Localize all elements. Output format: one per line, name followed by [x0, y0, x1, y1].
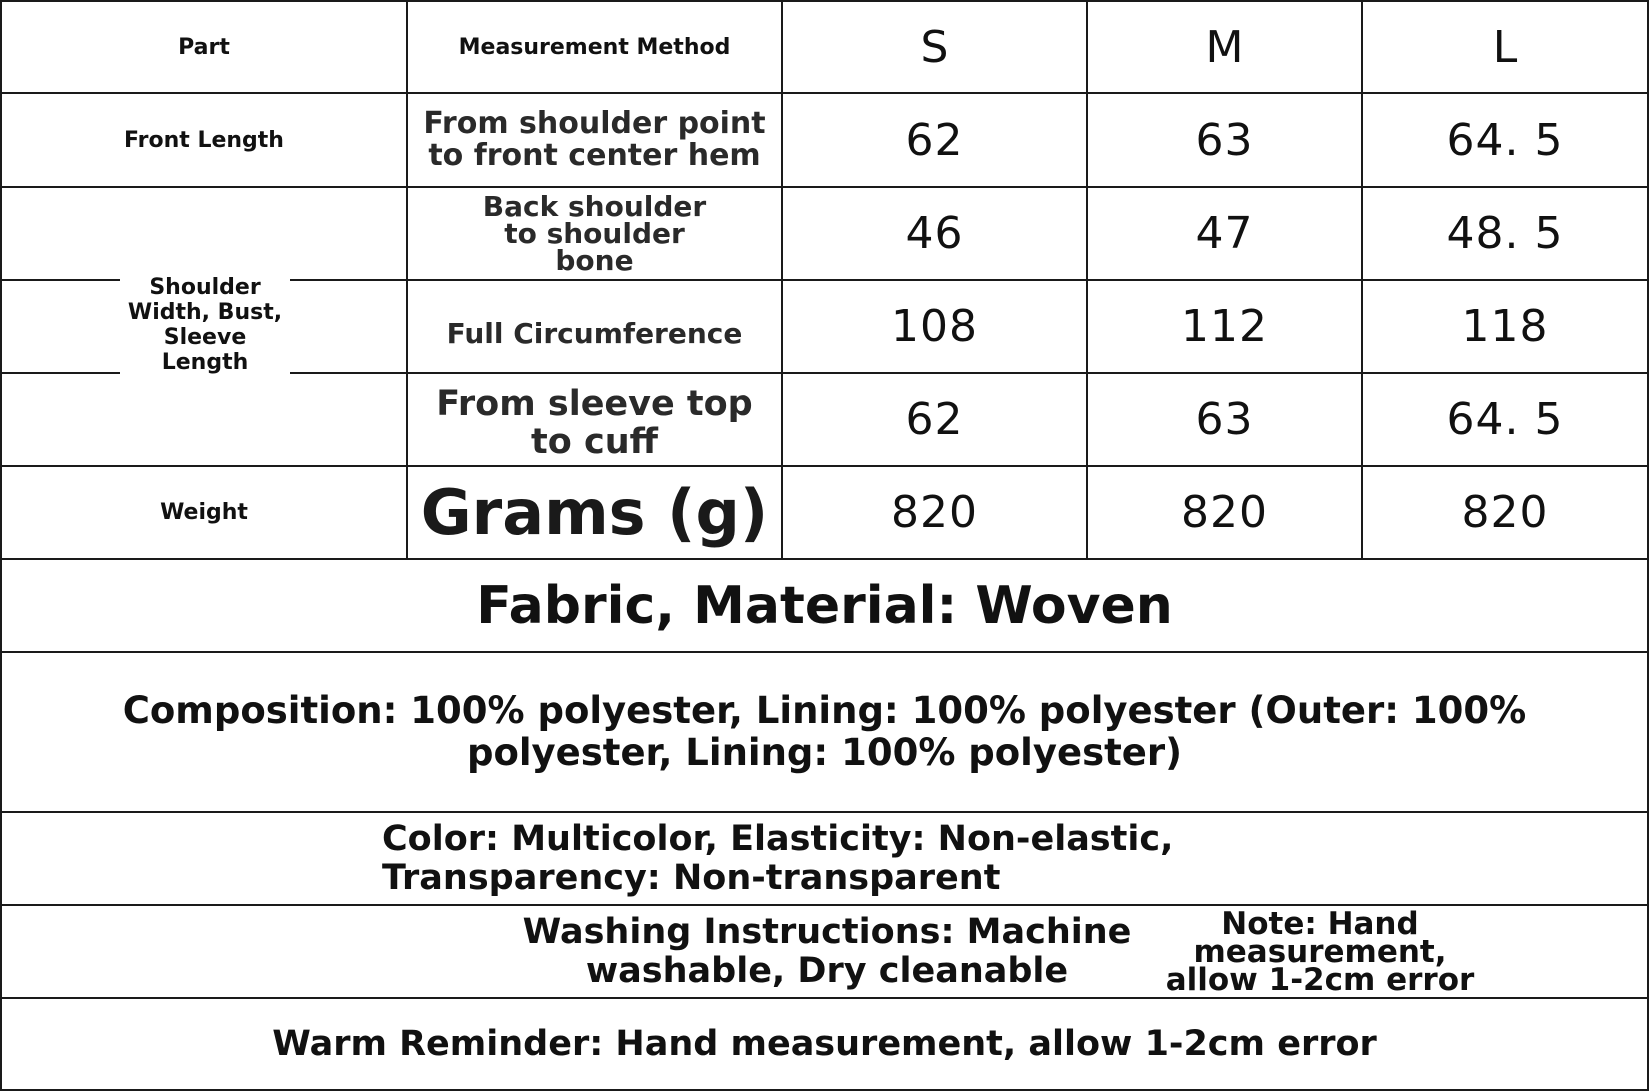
method-shoulder: Back shoulder to shoulder bone: [482, 190, 707, 277]
value-front-length-s: 62: [905, 114, 964, 166]
method-bust: Full Circumference: [446, 317, 743, 350]
fabric-material: Fabric, Material: Woven: [476, 575, 1173, 636]
header-size-m: M: [1205, 21, 1244, 73]
header-size-l: L: [1492, 21, 1518, 73]
value-sleeve-m: 63: [1195, 394, 1254, 445]
measurement-note: Note: Hand measurement, allow 1-2cm error: [1165, 906, 1475, 997]
value-sleeve-s: 62: [905, 394, 964, 445]
value-shoulder-s: 46: [905, 208, 964, 259]
part-weight: Weight: [160, 500, 248, 525]
value-weight-m: 820: [1181, 487, 1268, 538]
part-front-length: Front Length: [124, 127, 284, 153]
color-elasticity-transparency: Color: Multicolor, Elasticity: Non-elastic, Transparency: Non-transparent: [382, 818, 1174, 898]
washing-instructions: Washing Instructions: Machine washable, Dry cleanable: [522, 911, 1132, 991]
warm-reminder: Warm Reminder: Hand measurement, allow 1-2cm error: [272, 1024, 1377, 1064]
header-size-s: S: [920, 21, 949, 73]
header-part: Part: [178, 34, 230, 60]
part-shoulder-bust-sleeve: Shoulder Width, Bust, Sleeve Length: [120, 250, 290, 400]
header-method: Measurement Method: [458, 34, 731, 60]
value-weight-s: 820: [891, 487, 978, 538]
value-weight-l: 820: [1461, 487, 1549, 538]
method-front-length: From shoulder point to front center hem: [423, 106, 766, 173]
composition: Composition: 100% polyester, Lining: 100% polyester (Outer: 100% polyester, Lining: 100% polyester): [122, 689, 1527, 774]
value-shoulder-m: 47: [1195, 208, 1254, 259]
method-weight: Grams (g): [420, 475, 769, 549]
method-sleeve: From sleeve top to cuff: [436, 383, 753, 462]
value-bust-m: 112: [1181, 301, 1268, 352]
value-front-length-l: 64. 5: [1446, 114, 1564, 166]
value-front-length-m: 63: [1195, 114, 1254, 166]
value-bust-l: 118: [1461, 301, 1549, 352]
value-bust-s: 108: [891, 301, 978, 352]
value-shoulder-l: 48. 5: [1446, 208, 1564, 259]
value-sleeve-l: 64. 5: [1446, 394, 1564, 445]
